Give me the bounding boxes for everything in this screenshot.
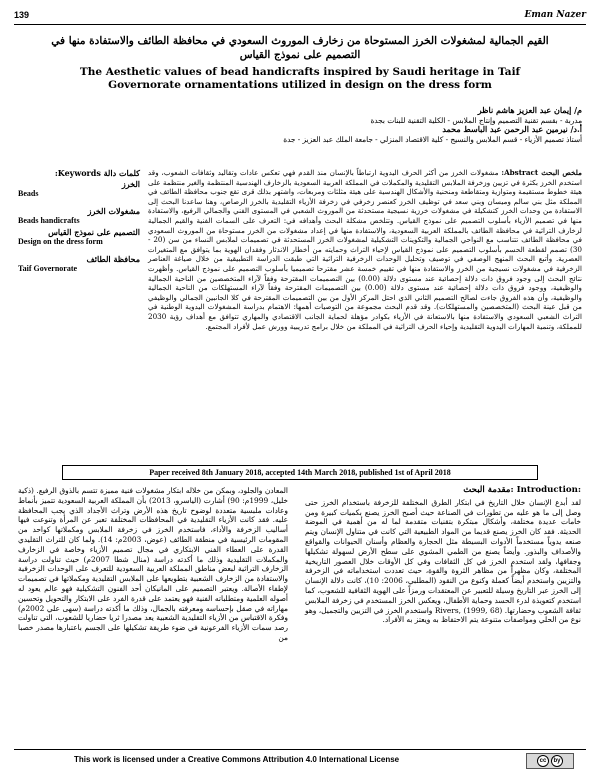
author-1-affiliation: مدربة - بقسم تقنية التصميم وإنتاج الملابس - الكلية التقنية للبنات بجدة — [370, 115, 582, 125]
abstract — [148, 168, 582, 331]
abstract-label: ملخص البحث Abstract: — [501, 168, 582, 177]
page-header — [14, 8, 586, 25]
introduction-text: لقد أبدع الإنسان خلال التاريخ في ابتكار الطرق المختلفة للزخرفة باستخدام الخرز حتى وصل إلى ما هو عليه من تطورات في الصناعة حيث أصبح الخرز يصنع بكميات كبيرة ومن خامات عديدة مختلفة، وأشكال مبتكرة بتقنيات متقدمة لما له من أهمية في الموضة الحديثة. فقد كان الخرز يصنع قديما من المواد الطبيعية التي كانت في متناول الإنسان ويتم صنعه يدوياً مستخدماً الأدوات البسيطة مثل الحجارة والعظام وأسنان الحيوانات والقواقع والأصداف والبذور. وأيضاً يصنع من الطمي المشوي على سطح الأرض لسهولة تشكيلها وجفافها، ولقد استخدم الخرز في كل الثقافات وفي كل الأوقات خلال العصور التاريخية المختلفة، وكان مظهراً من مظاهر الثروة والقوة، حيث تعددت استخداماته في الزخرفة والتزيين واستخدم أيضاً كعملة وكنوع من النقود (المطلبي، 2006: 10)، كانت دلالة الإنسان إلى الخرز عبر التاريخ وسيلة للتعبير عن المعتقدات ورمزاً على الهوية الثقافية للشعوب، كما استخدم كتعويذة لدرء الحسد وحماية الأطفال، ويعكس الخرز المستخدم في زخرفة الملابس ثقافة الشعوب وحضارتها. Rivers, (1999, 68) واستخدم الخرز في التزيين والتجميل، وهو نوع من الحلي ومواصفات متنوعة يتم الاحتفاظ به ويعتز به الأفراد. — [305, 497, 581, 625]
english-title — [40, 66, 560, 92]
keyword-1-en: Beads — [18, 189, 39, 198]
introduction-heading: مقدمة البحث: Introduction: — [463, 485, 581, 495]
cc-icon: cc — [537, 755, 549, 767]
by-icon: by — [551, 755, 563, 767]
author-1-name: م/ إيمان عبد العزيز هاشم ناظر — [477, 105, 582, 115]
english-title-line-1: The Aesthetic values of bead handicrafts inspired by Saudi heritage in Taif — [79, 66, 521, 78]
page-number: 139 — [14, 10, 30, 20]
keyword-2-ar: مشغولات الخرز — [87, 205, 140, 216]
keywords-label: كلمات دالة Keywords: — [54, 168, 140, 178]
arabic-title: القيم الجمالية لمشغولات الخرز المستوحاة من زخارف الموروث السعودي في محافظة الطائف والاستفادة منها في التصميم على نموذج القياس — [51, 35, 549, 61]
keyword-4-en: Taif Governorate — [18, 264, 78, 273]
license-footer — [14, 749, 586, 764]
introduction-column — [305, 486, 581, 625]
keyword-1-ar: الخرز — [121, 178, 140, 189]
author-2-affiliation: أستاذ تصميم الأزياء - قسم الملابس والنسيج - كلية الاقتصاد المنزلي - جامعة الملك عبد العزيز - جدة — [283, 134, 582, 144]
english-title-line-2: Governorate ornamentations utilized in design on the dress form — [108, 79, 492, 91]
keyword-2-en: Beads handicrafts — [18, 216, 80, 225]
keyword-4-ar: محافظة الطائف — [86, 253, 140, 264]
running-author: Eman Nazer — [524, 10, 586, 20]
received-dates: Paper received 8th January 2018, accepted 14th March 2018, published 1st of April 2018 — [62, 465, 538, 480]
body-column-left — [18, 486, 288, 643]
keywords-box — [18, 168, 140, 275]
abstract-text: مشغولات الخرز من أكثر الحرف اليدوية ارتباطاً بالإنسان منذ القدم فهي تعكس عادات وتقاليد وثقافات الشعوب، وقد استخدم الخرز بكثرة في تزيين وزخرفة الملابس التقليدية والمكملات في المملكة العربية السعودية بالزخارف الهندسية المنتظمة والغير منتظمة على هيئة خطوط مستقيمة ومتوازية ومتقاطعة ومنحنية والأشكال الهندسية على هيئة مثلثات ومربعات، واشتهر بذلك قرى تقع جنوب محافظة الطائف في المملكة مثل بني سالم وميسان وبني سعد في توظيف الخرز كعنصر زخرفي في زخرفة الأزياء التقليدية بالخرز الرصاص، وهنا ساعدنا البحث إلى الاستفادة من وحدات الخرز كتشكيلة في مشغولات خرزية نسيجية مستحدثة من الموروث الشعبي في المستوى الفني والجمالي الرفيع، والاستفادة منها في تصميم الأزياء بأسلوب التصميم على نموذج القياس. وتتلخص مشكلة البحث وأهدافه في: التعرف على السمات الفنية والقيم الجمالية لزخارف التراثية في محافظة الطائف بالمملكة العربية السعودية، والاستفادة منها في إعداد مشغولات من الخرز مستوحاة من الموروث السعودي في محافظة الطائف تتناسب مع النواحي الجمالية والتكوينات التشكيلية لمشغولات الخرز المستحدثة في تصميمات لملابس النساء من سن (20 - 30) تصمم لقطعة الحسم بأسلوب التصميم على نموذج القياس لإحياء التراث وحمايته من أخطار الاندثار وفقدان الهوية بما يتوافق مع المتغيرات العصرية. وأتبع البحث المنهج الوصفي في توصيف وتحليل الوحدات الزخرفية التراثية التي طبقت الدراسة التطبيقية من خلال صياغة العناصر الزخرفية في مشغولات نسيجية من الخرز والاستفادة منها في تقييم خمسة عشر مقترحا تصميميا بأسلوب التصميم على نموذج القياس. وأظهرت نتائج البحث إلى وجود فروق ذات دلالة إحصائية عند مستوى دلالة (0.00) بين التصميمات المقترحة وفقاً لآراء المتخصصين من الناحية الجمالية والوظيفية، ووجود فروق ذات دلالة إحصائية عند مستوى دلالة (0.00) بين التصميمات المقترحة وفقاً لآراء المستهلكات من الناحية الجمالية والوظيفية، وأن هذه الفروق جاءت لصالح التصميم الثاني الذي احتل المركز الأول من بين التصميمات المقترحة في كلا الجانبين الجمالي والوظيفي من قبل عينة البحث (المتخصصين والمستهلكات). وقد قدم البحث مجموعة من التوصيات أهمها: الاهتمام بدراسة المشغولات اليدوية الوطنية في التراث الشعبي السعودي والاستفادة منها بالاستعانة في الأزياء بكوادر مؤهلة لحماية الجانب الاقتصادي والمهاري تتوافق مع أهداف رؤية 2030 للمملكة، وتنمية المهارات اليدوية التقليدية وإحياء الحرف التراثية في المملكة من خلال برامج تدريبية وورش عمل لأفراد المجتمع. — [148, 168, 583, 331]
cc-by-badge[interactable] — [526, 753, 574, 769]
keyword-3-ar: التصميم على نموذج القياس — [48, 226, 140, 237]
body-text-left: المعادن والجلود، وبمكن من خلاله ابتكار مشغولات فنية مميزة تتسم بالذوق الرفيع. (ذكية خليل، 1999م: 90) أشارت (الياسرو، 2013) بأن المملكة العربية السعودية تتميز بأنماط وعادات ملبسية متعددة لوضوح تاريخ هذه الأرض وتراث الأجداد الذي يجب المحافظة عليه. فقد كانت الأزياء التقليدية في المحافظات المختلفة تعبر عن المرأة وتنوعت فيها أساليب الزخرفة والأداء، فاستخدم الخرز في زخرفة الملابس ومكملاتها كواحد من المقومات الرئيسية في منطقة الطائف (عوض، 2003م: 14). ولما كان للتراث التقليدي القدرة على العطاء الفني الابتكاري في مجال تصميم الأزياء وخاصة في الزخارف والمكملات التقليدية وذلك ما أكدته دراسة (منال شطا 2007م) حيث تناولت دراسة الزخارف التراثية لبعض مناطق المملكة العربية السعودية للتعرف على الوحدات الزخرفية والاستفادة من الزخارف الشعبية بتطويعها على الملابس التقليدية ومكملاتها في تصميمات لإطفاء الأصالة. ويعتبر التصميم على المانيكان أحد الفنون التشكيلية فهو عالم يعود له أصوله العلمية ومتطلباته الفنية فهو يعتمد على قدرة الفرد على الابتكار والتحويل وتحسين مهاراته في صقل بإحساسه ومعرفته بالجمال، وذلك ما أكدته دراسة (سهى علي 2002م) وفكرة الاقتباس من الأزياء التقليدية الشعبية يعد مصدرا ثريا حضاريا للشعوب، التي تناولت رصد سمات الأزياء الفرعونية في ضوء طريقة تشكيلها على الجسم باعتبارها مصدر خصبا من — [18, 486, 288, 642]
authors-block — [150, 106, 582, 144]
license-text: This work is licensed under a Creative Commons Attribution 4.0 International License — [74, 755, 400, 764]
author-2-name: أ.د/ نيرمين عبد الرحمن عبد الباسط محمد — [442, 124, 582, 134]
keyword-3-en: Design on the dress form — [18, 237, 103, 246]
